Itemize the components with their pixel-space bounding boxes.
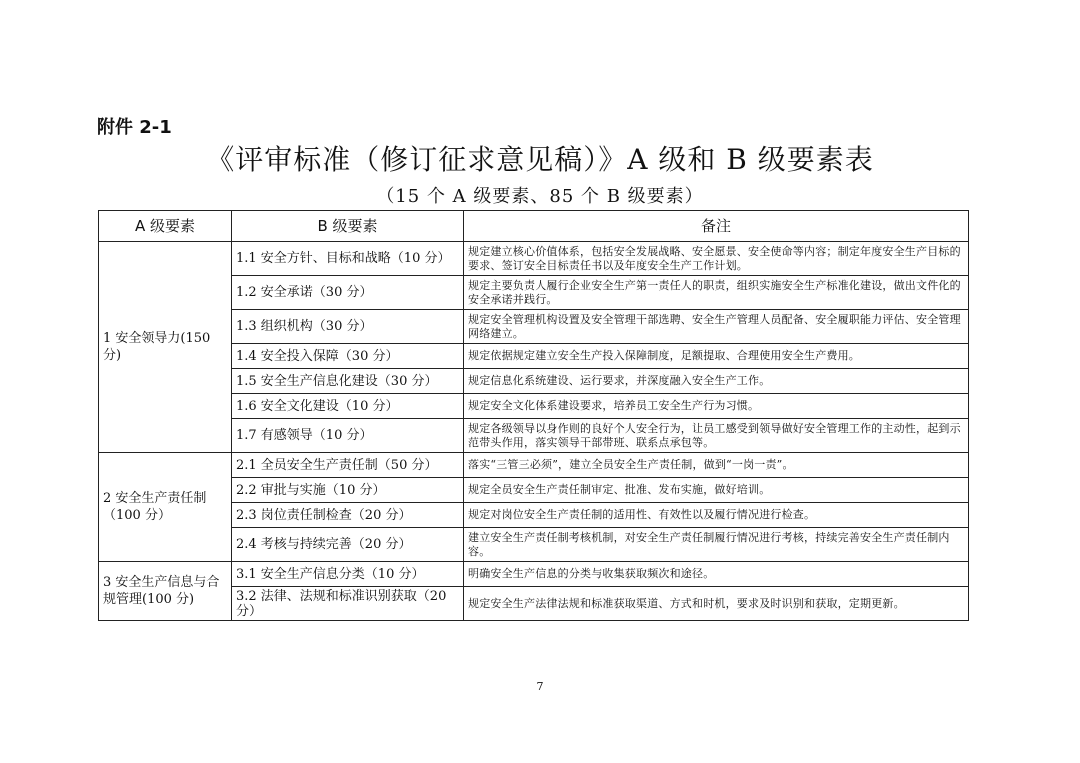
a-element-cell: 1 安全领导力(150 分): [99, 242, 232, 453]
b-element-cell: 1.7 有感领导（10 分）: [232, 419, 464, 453]
b-element-cell: 1.6 安全文化建设（10 分）: [232, 394, 464, 419]
b-element-cell: 3.1 安全生产信息分类（10 分）: [232, 562, 464, 587]
table-row: [99, 453, 969, 478]
header-note: 备注: [464, 211, 969, 242]
note-cell: 明确安全生产信息的分类与收集获取频次和途径。: [464, 562, 969, 587]
note-cell: 落实“三管三必须”，建立全员安全生产责任制，做到“一岗一责”。: [464, 453, 969, 478]
header-a-element: A 级要素: [99, 211, 232, 242]
b-element-cell: 1.4 安全投入保障（30 分）: [232, 344, 464, 369]
b-element-cell: 1.3 组织机构（30 分）: [232, 310, 464, 344]
note-cell: 规定建立核心价值体系，包括安全发展战略、安全愿景、安全使命等内容；制定年度安全生产目标的要求、签订安全目标责任书以及年度安全生产工作计划。: [464, 242, 969, 276]
document-subtitle: （15 个 A 级要素、85 个 B 级要素）: [376, 186, 704, 207]
note-cell: 规定全员安全生产责任制审定、批准、发布实施，做好培训。: [464, 478, 969, 503]
note-cell: 规定依据规定建立安全生产投入保障制度，足额提取、合理使用安全生产费用。: [464, 344, 969, 369]
element-table: [98, 210, 969, 621]
note-cell: 规定安全生产法律法规和标准获取渠道、方式和时机，要求及时识别和获取，定期更新。: [464, 587, 969, 621]
b-element-cell: 3.2 法律、法规和标准识别获取（20 分）: [232, 587, 464, 621]
b-element-cell: 2.3 岗位责任制检查（20 分）: [232, 503, 464, 528]
b-element-cell: 1.1 安全方针、目标和战略（10 分）: [232, 242, 464, 276]
b-element-cell: 2.2 审批与实施（10 分）: [232, 478, 464, 503]
note-cell: 规定安全管理机构设置及安全管理干部选聘、安全生产管理人员配备、安全履职能力评估、安全管理网络建立。: [464, 310, 969, 344]
note-cell: 规定信息化系统建设、运行要求，并深度融入安全生产工作。: [464, 369, 969, 394]
b-element-cell: 2.4 考核与持续完善（20 分）: [232, 528, 464, 562]
a-element-cell: 2 安全生产责任制（100 分）: [99, 453, 232, 562]
b-element-cell: 1.2 安全承诺（30 分）: [232, 276, 464, 310]
note-cell: 建立安全生产责任制考核机制，对安全生产责任制履行情况进行考核，持续完善安全生产责任制内容。: [464, 528, 969, 562]
page-number: 7: [536, 680, 544, 693]
note-cell: 规定各级领导以身作则的良好个人安全行为，让员工感受到领导做好安全管理工作的主动性，起到示范带头作用，落实领导干部带班、联系点承包等。: [464, 419, 969, 453]
document-title: 《评审标准（修订征求意见稿）》A 级和 B 级要素表: [206, 143, 874, 176]
b-element-cell: 2.1 全员安全生产责任制（50 分）: [232, 453, 464, 478]
note-cell: 规定对岗位安全生产责任制的适用性、有效性以及履行情况进行检查。: [464, 503, 969, 528]
a-element-cell: 3 安全生产信息与合规管理(100 分): [99, 562, 232, 621]
b-element-cell: 1.5 安全生产信息化建设（30 分）: [232, 369, 464, 394]
table-row: [99, 242, 969, 276]
header-b-element: B 级要素: [232, 211, 464, 242]
attachment-label: 附件 2-1: [97, 117, 172, 138]
table-row: [99, 562, 969, 587]
note-cell: 规定安全文化体系建设要求，培养员工安全生产行为习惯。: [464, 394, 969, 419]
note-cell: 规定主要负责人履行企业安全生产第一责任人的职责，组织实施安全生产标准化建设，做出文件化的安全承诺并践行。: [464, 276, 969, 310]
